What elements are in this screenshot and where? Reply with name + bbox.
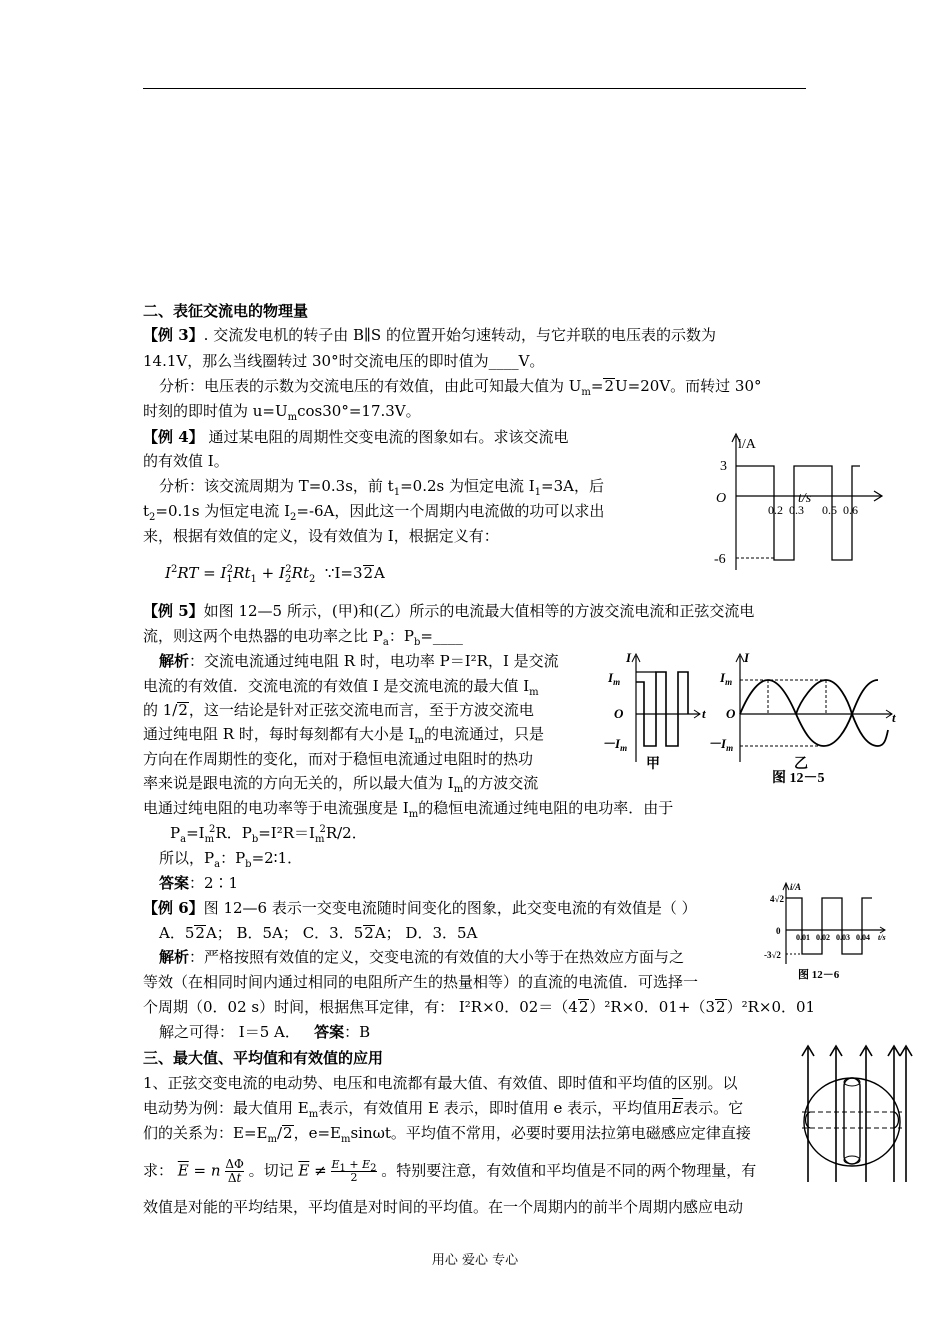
svg-text:I: I xyxy=(626,650,632,665)
svg-text:图 12－6: 图 12－6 xyxy=(798,969,840,981)
svg-text:4√2: 4√2 xyxy=(770,894,784,904)
ex4-tick: 0.3 xyxy=(789,503,804,517)
svg-text:0.01: 0.01 xyxy=(796,933,810,942)
ex4-y-neg: -6 xyxy=(714,552,726,567)
ex4-analysis1: 分析：该交流周期为 T=0.3s，前 $t_1=0.2s$ 为恒定电流 $I_1=3A$，后 xyxy=(159,477,604,498)
svg-text:－Im: $-I_m$ xyxy=(708,736,734,753)
ex4-analysis3: 来，根据有效值的定义，设有效值为 I，根据定义有： xyxy=(143,527,499,545)
svg-text:O: O xyxy=(726,706,736,721)
ex6-figure xyxy=(760,880,900,985)
ex5-caption: 图 12－5 xyxy=(772,771,825,786)
ex4-label: 【例 4】 xyxy=(143,428,204,446)
svg-text:Im: $I_m$ xyxy=(720,670,733,687)
ex5-s1: 解析：交流电流通过纯电阻 R 时，电功率 P＝I²R，I 是交流 xyxy=(159,652,559,670)
ex4-y-pos: 3 xyxy=(720,459,727,474)
ex5-s4: 通过纯电阻 R 时，每时每刻都有大小是 $I_m$的电流通过，只是 xyxy=(143,725,545,746)
svg-text:O: O xyxy=(614,706,624,721)
ex4-line2: 的有效值 I。 xyxy=(143,452,229,470)
svg-text:-3√2: -3√2 xyxy=(764,950,781,960)
svg-text:0: 0 xyxy=(776,926,781,936)
section3-l4: 求： $\overline{E} = n$ $\frac{\Delta\Phi}{\Delta t}$ 。切记 $\overline{E}$ ≠ $\frac{E_1 + E_2}{2}$ 。特别要注意，有效值和平均值是不同的两个物理量，有 xyxy=(143,1157,757,1185)
ex3-line1: 【例 3】. 交流发电机的转子由 B∥S 的位置开始匀速转动，与它并联的电压表的示数为 xyxy=(143,326,716,344)
ex4-ylabel: i/A xyxy=(738,437,756,452)
svg-text:t: t xyxy=(702,706,706,721)
ex5-line1: 【例 5】如图 12—5 所示，(甲)和(乙）所示的电流最大值相等的方波交流电流和正弦交流电 xyxy=(143,602,755,620)
ex5-answer: 答案：2∶1 xyxy=(159,874,239,892)
ex5-label-yi: 乙 xyxy=(794,757,808,772)
ex4-analysis2: $t_2=0.1s$ 为恒定电流 $I_2=-6A$，因此这一个周期内电流做的功可以求出 xyxy=(143,502,605,523)
svg-text:I: I xyxy=(744,650,750,665)
ex6-s3: 个周期（0．02 s）时间，根据焦耳定律，有： I²R×0．02＝（42）²R×0．01+（32）²R×0．01 xyxy=(143,998,816,1016)
section3-l2: 电动势为例：最大值用 $E_m$表示，有效值用 E 表示，即时值用 e 表示，平均值用$\overline{E}$表示。它 xyxy=(143,1099,744,1120)
ex6-s4: 解之可得： I＝5 A． 答案：B xyxy=(159,1023,371,1041)
svg-text:t/s: t/s xyxy=(878,933,886,942)
section3-l1: 1、正弦交变电流的电动势、电压和电流都有最大值、有效值、即时值和平均值的区别。以 xyxy=(143,1074,738,1092)
ex5-s6: 率来说是跟电流的方向无关的，所以最大值为 $I_m$的方波交流 xyxy=(143,774,539,795)
ex4-tick: 0.2 xyxy=(768,503,783,517)
svg-text:t: t xyxy=(892,710,896,725)
ex5-line2: 流，则这两个电热器的电功率之比 $P_a$：$P_b=\_\_\_\_$ xyxy=(143,627,463,648)
ex4-equation: $I^2RT = I_1^2Rt_1 + I_2^2Rt_2$ ∵I=32A xyxy=(165,564,385,585)
section-2-title: 二、表征交流电的物理量 xyxy=(143,302,309,320)
ex6-line1: 【例 6】图 12—6 表示一交变电流随时间变化的图象，此交变电流的有效值是（ ） xyxy=(143,899,697,917)
ex4-tick: 0.6 xyxy=(843,503,858,517)
ex5-s9: 所以，$P_a$：$P_b=2∶1$． xyxy=(159,849,303,870)
ex3-analysis2: 时刻的即时值为 $u=U_m\cos 30^\circ=17.3V$。 xyxy=(143,402,421,423)
ex6-s2: 等效（在相同时间内通过相同的电阻所产生的热量相等）的直流的电流值．可选择一 xyxy=(143,973,699,991)
page-footer: 用心 爱心 专心 xyxy=(431,1253,519,1268)
ex4-xlabel: t/s xyxy=(798,491,812,506)
ex4-origin: O xyxy=(716,491,727,506)
ex5-s3: 的 1/2，这一结论是针对正弦交流电而言，至于方波交流电 xyxy=(143,701,534,719)
coil-in-field-figure xyxy=(796,1042,916,1184)
ex5-figure xyxy=(600,650,900,790)
ex4-line1: 【例 4】 通过某电阻的周期性交变电流的图象如右。求该交流电 xyxy=(143,428,569,446)
ex6-options: A．52A； B．5A； C．3．52A； D．3．5A xyxy=(159,924,478,942)
ex3-analysis1: 分析：电压表的示数为交流电压的有效值，由此可知最大值为 $U_m=2U=20V$。而转过 30° xyxy=(159,377,762,398)
ex5-s7: 电通过纯电阻的电功率等于电流强度是 $I_m$的稳恒电流通过纯电阻的电功率．由于 xyxy=(143,799,674,820)
svg-text:0.04: 0.04 xyxy=(856,933,870,942)
ex5-label: 【例 5】 xyxy=(143,602,204,620)
section3-l5: 效值是对能的平均结果，平均值是对时间的平均值。在一个周期内的前半个周期内感应电动 xyxy=(143,1198,744,1216)
svg-text:0.02: 0.02 xyxy=(816,933,830,942)
ex5-s5: 方向在作周期性的变化，而对于稳恒电流通过电阻时的热功 xyxy=(143,750,534,768)
ex3-line2: 14.1V，那么当线圈转过 30°时交流电压的即时值为____V。 xyxy=(143,352,545,370)
ex5-label-jia: 甲 xyxy=(646,757,660,772)
section3-l3: 们的关系为：$E=E_m/2$，$e=E_m\sin\omega t$。平均值不常用，必要时要用法拉第电磁感应定律直接 xyxy=(143,1124,751,1145)
section-3-title: 三、最大值、平均值和有效值的应用 xyxy=(143,1049,384,1067)
ex4-tick: 0.5 xyxy=(822,503,837,517)
ex6-s1: 解析：严格按照有效值的定义，交变电流的有效值的大小等于在热效应方面与之 xyxy=(159,948,685,966)
ex3-label: 【例 3】 xyxy=(143,326,204,344)
svg-text:Im: $I_m$ xyxy=(608,670,621,687)
ex6-label: 【例 6】 xyxy=(143,899,204,917)
ex5-s2: 电流的有效值．交流电流的有效值 I 是交流电流的最大值 $I_m$ xyxy=(143,677,539,698)
svg-text:0.03: 0.03 xyxy=(836,933,850,942)
ex4-current-graph xyxy=(710,430,890,575)
ex5-s8: $P_a=I_m^2R$．$P_b=I^2R=I_m^2R/2$． xyxy=(170,824,367,845)
svg-text:－Im: $-I_m$ xyxy=(602,736,628,753)
header-rule xyxy=(143,88,806,89)
svg-text:i/A: i/A xyxy=(790,882,802,892)
